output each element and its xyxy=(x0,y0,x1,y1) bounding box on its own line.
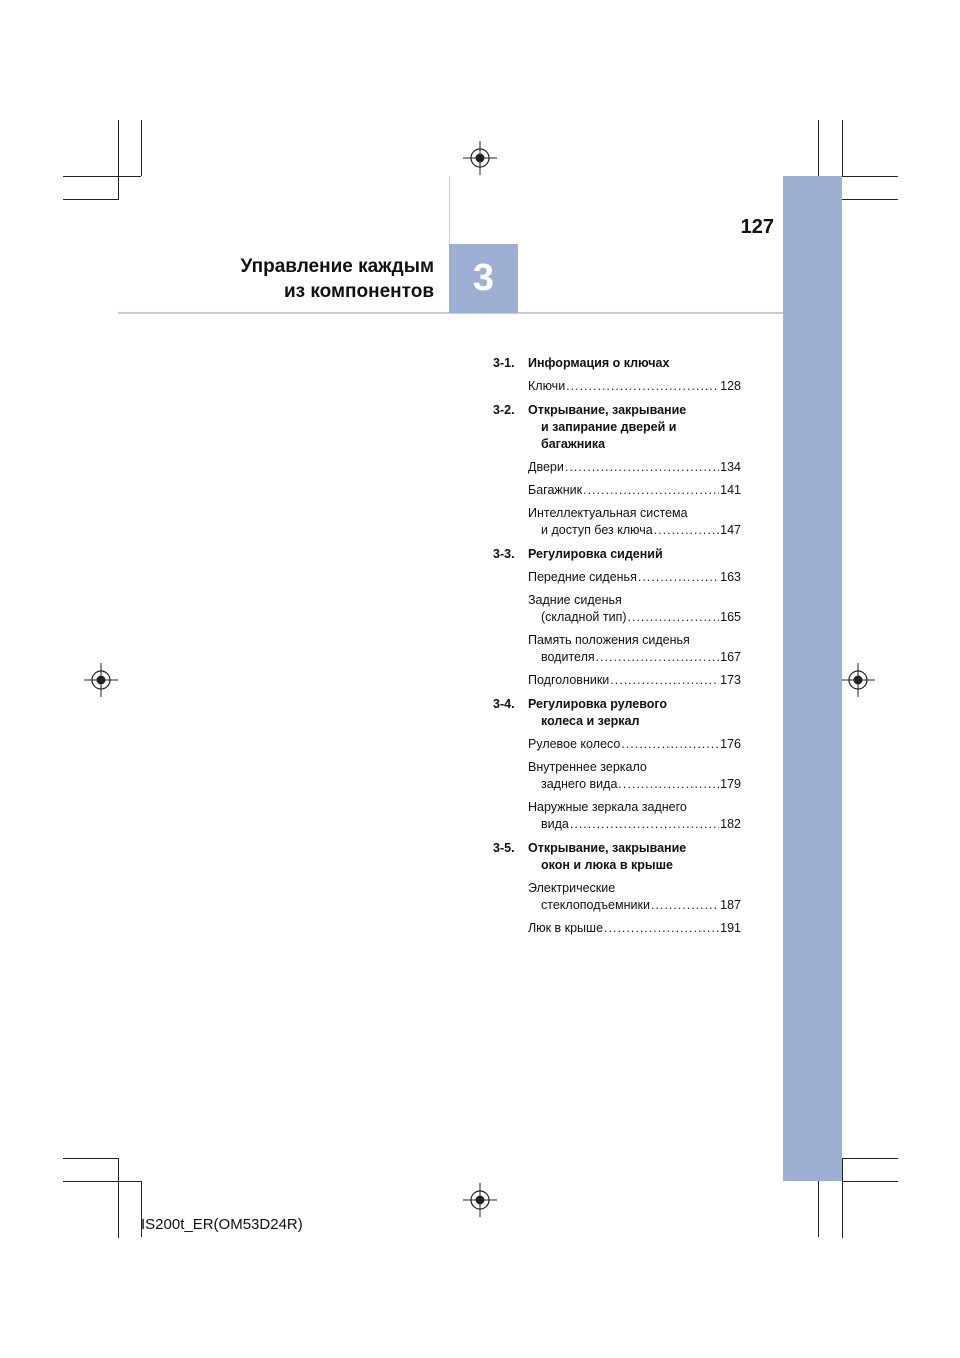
toc-dot-leader xyxy=(638,569,719,586)
toc-dot-leader xyxy=(621,736,719,753)
crosshair-target-icon xyxy=(841,663,875,697)
toc-section-title xyxy=(528,402,741,453)
toc-entry[interactable] xyxy=(528,880,741,914)
toc-dot-leader xyxy=(566,378,719,395)
toc-entry-label: Передние сиденья xyxy=(528,570,637,584)
toc-page-number: 134 xyxy=(720,460,741,474)
toc-section-number: 3-2. xyxy=(493,403,515,417)
toc-entry[interactable] xyxy=(528,592,741,626)
toc-entry-label: вида xyxy=(541,817,569,831)
toc-entry-label: заднего вида xyxy=(541,777,618,791)
toc-entry[interactable] xyxy=(528,569,741,586)
toc-entry-label: Электрические xyxy=(528,881,616,895)
toc-page-number: 173 xyxy=(720,673,741,687)
crosshair-target-icon xyxy=(463,141,497,175)
crop-mark xyxy=(818,1181,819,1237)
toc-entry-label: Багажник xyxy=(528,483,583,497)
toc-entry-label: Наружные зеркала заднего xyxy=(528,800,687,814)
crop-mark xyxy=(118,120,119,200)
toc-section-title xyxy=(528,696,741,730)
crop-mark xyxy=(842,1158,843,1238)
crop-mark xyxy=(842,1181,898,1182)
toc-entry[interactable] xyxy=(528,482,741,499)
crop-mark xyxy=(63,1158,119,1159)
chapter-title xyxy=(190,254,434,304)
toc-entry-label: водителя xyxy=(541,650,595,664)
toc-section-title-line: Открывание, закрывание xyxy=(528,841,687,855)
toc-section-heading[interactable] xyxy=(493,355,741,372)
toc-dot-leader xyxy=(651,897,719,914)
toc-entry[interactable] xyxy=(528,672,741,689)
crop-mark xyxy=(842,176,898,177)
toc-entry-label: Внутреннее зеркало xyxy=(528,760,647,774)
crop-mark xyxy=(842,1158,898,1159)
toc-page-number: 147 xyxy=(720,523,741,537)
toc-section-title xyxy=(528,840,741,874)
toc-section-title-line: багажника xyxy=(541,437,606,451)
crop-mark xyxy=(141,120,142,176)
document-code: IS200t_ER(OM53D24R) xyxy=(141,1216,303,1233)
toc-page-number: 141 xyxy=(720,483,741,497)
toc-page-number: 182 xyxy=(720,817,741,831)
toc-entry-label: Рулевое колесо xyxy=(528,737,621,751)
crop-mark xyxy=(842,120,843,176)
toc-page-number: 179 xyxy=(720,777,741,791)
toc-section-number: 3-3. xyxy=(493,547,515,561)
toc-entry[interactable] xyxy=(528,378,741,395)
toc-dot-leader xyxy=(654,522,719,539)
toc-section-title-line: и запирание дверей и xyxy=(541,420,677,434)
chapter-number: 3 xyxy=(472,257,495,299)
toc-section-title-line: Информация о ключах xyxy=(528,356,670,370)
toc-section-title xyxy=(528,355,741,372)
crosshair-target-icon xyxy=(84,663,118,697)
toc-section-heading[interactable] xyxy=(493,546,741,563)
crosshair-target-icon xyxy=(463,1183,497,1217)
crop-mark xyxy=(63,1181,141,1182)
toc-dot-leader xyxy=(628,609,720,626)
toc-entry-label: Память положения сиденья xyxy=(528,633,690,647)
page-number: 127 xyxy=(740,216,774,238)
toc-entry-label: Двери xyxy=(528,460,564,474)
toc-page-number: 187 xyxy=(720,898,741,912)
toc-entry[interactable] xyxy=(528,759,741,793)
toc-section-heading[interactable] xyxy=(493,696,741,730)
toc-entry-label: и доступ без ключа xyxy=(541,523,653,537)
toc-entry[interactable] xyxy=(528,920,741,937)
crop-mark xyxy=(118,1158,119,1238)
toc-entry[interactable] xyxy=(528,799,741,833)
toc-entry[interactable] xyxy=(528,505,741,539)
toc-dot-leader xyxy=(570,816,719,833)
toc-entry[interactable] xyxy=(528,459,741,476)
toc-page-number: 165 xyxy=(720,610,741,624)
table-of-contents xyxy=(493,355,741,937)
toc-page-number: 176 xyxy=(720,737,741,751)
chapter-side-tab xyxy=(783,176,842,1181)
crop-mark xyxy=(63,176,141,177)
toc-page-number: 128 xyxy=(720,379,741,393)
toc-page-number: 191 xyxy=(720,921,741,935)
toc-entry-label: стеклоподъемники xyxy=(541,898,650,912)
toc-dot-leader xyxy=(596,649,720,666)
toc-entry-label: Подголовники xyxy=(528,673,610,687)
toc-entry-label: Ключи xyxy=(528,379,566,393)
toc-dot-leader xyxy=(565,459,719,476)
toc-section-title-line: окон и люка в крыше xyxy=(541,858,673,872)
crop-mark xyxy=(63,199,119,200)
toc-entry-label: Задние сиденья xyxy=(528,593,622,607)
toc-section-number: 3-4. xyxy=(493,697,515,711)
chapter-title-line: из компонентов xyxy=(283,281,434,302)
toc-section-heading[interactable] xyxy=(493,840,741,874)
toc-entry[interactable] xyxy=(528,632,741,666)
toc-dot-leader xyxy=(610,672,719,689)
header-divider xyxy=(449,176,450,244)
toc-section-heading[interactable] xyxy=(493,402,741,453)
toc-section-title-line: Регулировка рулевого xyxy=(528,697,668,711)
toc-section-title-line: Открывание, закрывание xyxy=(528,403,687,417)
toc-section-number: 3-5. xyxy=(493,841,515,855)
chapter-number-box xyxy=(449,244,518,313)
toc-section-title-line: колеса и зеркал xyxy=(541,714,640,728)
toc-entry-label: Люк в крыше xyxy=(528,921,604,935)
toc-dot-leader xyxy=(583,482,719,499)
toc-dot-leader xyxy=(618,776,719,793)
chapter-title-line: Управление каждым xyxy=(240,256,434,277)
toc-entry-label: Интеллектуальная система xyxy=(528,506,688,520)
toc-dot-leader xyxy=(604,920,719,937)
toc-section-number: 3-1. xyxy=(493,356,515,370)
toc-section-title-line: Регулировка сидений xyxy=(528,547,663,561)
toc-entry[interactable] xyxy=(528,736,741,753)
toc-page-number: 163 xyxy=(720,570,741,584)
toc-entry-label: (складной тип) xyxy=(541,610,627,624)
toc-section-title xyxy=(528,546,741,563)
toc-page-number: 167 xyxy=(720,650,741,664)
